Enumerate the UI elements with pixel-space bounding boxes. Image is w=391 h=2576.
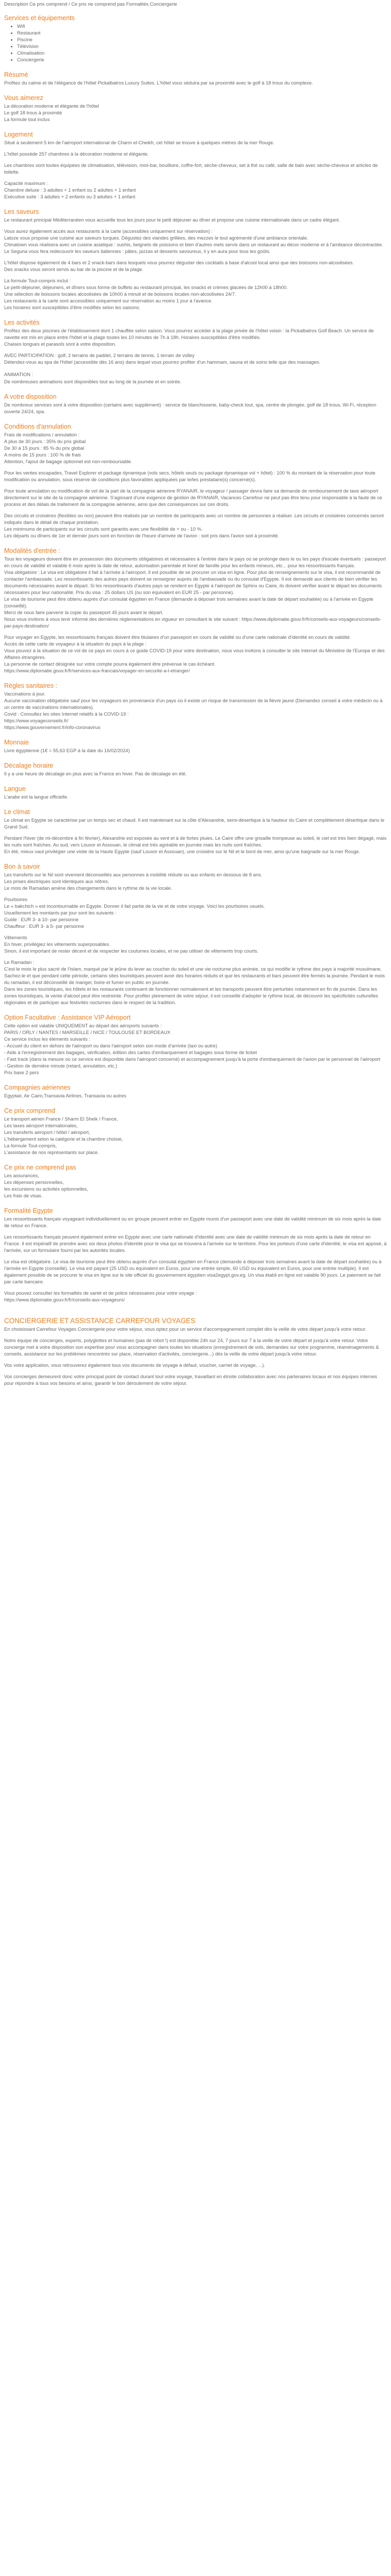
- section-les-saveurs: [4, 208, 387, 311]
- section-les-activites: [4, 318, 387, 366]
- section-heading: Règles sanitaires :: [4, 682, 57, 689]
- section-a-votre-disposition: [4, 393, 387, 415]
- paragraph: Les ressortissants français voyageant individuellement ou en groupe peuvent entrer en Egypte munis d'un passeport avec une date de validité minimum de six mois après la date de retour en France.: [4, 1216, 381, 1228]
- paragraph: Vous pouvez consulter les formalités de santé et de police nécessaires pour votre voyage : https://www.diplomatie.gouv.fr/fr/conseils-aux-voyageurs/: [4, 1291, 197, 1302]
- paragraph: Livre égyptienne (1€ = 55,63 EGP à la date du 16/02/2024): [4, 748, 130, 753]
- amenity-item: • Restaurant: [17, 30, 387, 37]
- paragraph: Le climat en Egypte se caractérise par un temps sec et chaud. Il est maintenant sur la côte d'Alexandrie, semi-désertique à la hauteur du Caire et complètement désertique dans le Grand Sud.: [4, 818, 385, 829]
- section-heading: A votre disposition: [4, 393, 57, 400]
- paragraph: Les chambres sont toutes équipées de climatisation, télévision, mini-bar, bouilloire, coffre-fort, sèche-cheveux, set à thé ou café, salle de bain avec sèche-cheveux et articles de toilette.: [4, 163, 378, 175]
- paragraph: Cette option est valable UNIQUEMENT au départ des aéroports suivants : PARIS / ORLY / NANTES / MARSEILLE / NICE / TOULOUSE ET BORDEAUX Ce service inclus les éléments suivants : - Accueil du client en dehors de l'aéroport ou dans l'aéroport selon son mode d'arrivée (taxi ou autre) - Aide à l'enregistrement des bagages, vérification, édition des cartes d'embarquement et bagages sous forme de ticket - Fast track (dans la mesure où ce service est disponible dans l'aéroport concerné) et accompagnement jusqu'à la porte d'embarquement de l'avion par le personnel de l'aéroport - Gestion de dernière minute (retard, annulation, etc.) Prix base 2 pers: [4, 1023, 381, 1075]
- paragraph: Les transferts sur le Nil sont vivement déconseillés aux personnes à mobilité réduite ou aux enfants en dessous de 8 ans. Les prises électriques sont identiques aux nôtres. Le mois de Ramadan amène des changements dans le rythme de la vie locale.: [4, 872, 263, 891]
- amenity-item: • Télévision: [17, 43, 387, 50]
- section-heading: CONCIERGERIE ET ASSISTANCE CARREFOUR VOYAGES: [4, 1317, 196, 1325]
- paragraph: Pour voyager en Egypte, les ressortissants français doivent être titulaires d'un passeport en cours de validité ou d'une carte nationale d'identité en cours de validité. Accès de cette carte de voyageur à la situation du pays à la plage : Vous pouvez à la situation de ce vol de ce pays en cours à ce guide COVID-19 pour votre destination, nous vous invitons à consulter le site Internet du Ministère de l'Europe et des Affaires étrangères. La personne de contact désignée sur votre compte pourra également être prévenue le cas échéant. https://www.diplomatie.gouv.fr/fr/services-aux-francais/voyager-en-securite-a-l-etranger/: [4, 635, 385, 673]
- amenities-list: [4, 23, 387, 63]
- section-formalite-egypte: [4, 1207, 387, 1303]
- amenity-item: • Climatisation: [17, 50, 387, 57]
- sections-container: [4, 14, 387, 1387]
- section-heading: Logement: [4, 131, 33, 138]
- paragraph: Vêtements En hiver, privilégiez les vêtements superposables. Sinon, il est important de rester décent et de respecter les coutumes locales, et ne pas utiliser de vêtements trop courts.: [4, 935, 258, 954]
- paragraph: La décoration moderne et élégante de l'hôtel Le golf 18 trous à proximité La formule tout inclus: [4, 104, 99, 122]
- paragraph: AVEC PARTICIPATION : golf, 2 terrains de paddel, 2 terrains de tennis, 1 terrain de volley Détendez-vous au spa de l'hôtel (accessible dès 16 ans) dans lequel vous pourrez profiter d'un hammam, sauna et de soins telle que des massages.: [4, 353, 320, 365]
- paragraph: Vos concierges demeurent donc votre principal point de contact durant tout votre voyage, travaillant en étroite collaboration avec nos partenaires locaux et nos équipes internes pour répondre à tous vos besoins et ainsi, garantir le bon déroulement de votre séjour.: [4, 1374, 378, 1386]
- paragraph: Pour les ventes escapades, Travel Explorer et package dynamique (vols secs, hôtels seuls ou package dynamique vol + hôtel) : 100 % du montant de la réservation pour toute modification ou annulation, sous réserve de conditions plus favorables appliquées par le/les prestataire(s) concerné(s).: [4, 470, 376, 482]
- section-heading: Vous aimerez: [4, 94, 43, 101]
- paragraph: La formule Tout-compris inclut : Le petit-déjeuner, déjeuners, et dîners sous forme de buffets au restaurant principal, les snacks et crèmes glacées de 12h00 à 18h00. Une sélection de boissons locales alcoolisées de 10h00 à minuit et de boissons locales non-alcoolisées 24/7. Les restaurants à la carte sont accessibles uniquement sur réservation au moins 1 jour à l'avance. Les horaires sont susceptibles d'être modifiés selon les saisons.: [4, 278, 288, 310]
- paragraph: Pour toute annulation ou modification de vol de la part de la compagnie aérienne RYANAIR, le voyageur / passager devra faire sa demande de remboursement de taxe aéroport directement sur le site de la compagnie aérienne. S'agissant d'une exigence de gestion de RYANAIR, Vacances Carrefour ne peut pas être tenu pour responsable à la faute de ce process et des délais de traitement de la compagnie aérienne, ainsi que des conséquences sur ces droits.: [4, 488, 382, 507]
- section-heading: Compagnies aériennes: [4, 1084, 71, 1091]
- section-vous-aimerez: [4, 94, 387, 123]
- paragraph: Capacité maximum : Chambre deluxe : 3 adultes + 1 enfant ou 2 adultes + 1 enfant Exécutive suite : 3 adultes + 2 enfants ou 3 adultes + 1 enfant: [4, 181, 136, 199]
- section-conciergerie-et-assistance-carrefour-voyages: [4, 1317, 387, 1387]
- section-regles-sanitaires: [4, 682, 387, 731]
- section-heading: Ce prix ne comprend pas: [4, 1164, 76, 1171]
- section-ce-prix-ne-comprend-pas: [4, 1163, 387, 1199]
- paragraph: Les ressortissants français peuvent également entrer en Egypte avec une carte nationale d'identité avec une date de validité minimum de six mois après la date de retour en France. Il est impératif de prendre avec soi deux photos d'identité pour le visa qui se trouvera à l'arrivée sur le territoire. Pour les porteurs d'une carte d'identité, le visa est apposé, à l'arrivée, sur un formulaire fourni par les autorités locales.: [4, 1234, 387, 1253]
- paragraph: De nombreuses animations sont disponibles tout au long de la journée et en soirée.: [4, 379, 182, 384]
- paragraph: Des circuits et croisières (flexibles ou non) peuvent être réalisés par un nombre de participants avec un nombre de personnes à réaliser. Les circuits et croisières concernés seront indiqués dans le détail de chaque prestation. Les minimums de participants sur les circuits sont garantis avec une flexibilité de + ou - 10 %. Les départs ou dîners de 1er et dernier jours sont en fonction de l'heure d'arrivée de l'avion : soit pris dans l'avion soit à proximité.: [4, 513, 384, 538]
- paragraph: Vos votre application, vous retrouverez également tous vos documents de voyage à défaut, voucher, carnet de voyage, ...).: [4, 1363, 265, 1368]
- section-decalage-horaire: [4, 761, 387, 777]
- paragraph: Profitez du calme et de l'élégance de l'hôtel Pickalbatros Luxury Suites. L'hôtel vous séduira par sa proximité avec le golf à 18 trous du complexe.: [4, 80, 313, 86]
- section-animation: [4, 370, 387, 385]
- paragraph: De nombreux services sont à votre disposition (certains avec supplément) : service de blanchisserie, baby-check tout, spa, centre de plongée, golf de 18 trous, Wi-Fi, réception ouverte 24/24, spa.: [4, 402, 377, 414]
- section-option-facultative-assistance-vip-aeroport: [4, 1013, 387, 1076]
- paragraph: Les assurances, Les dépenses personnelles, les excursions ou activités optionnelles, Les frais de visas.: [4, 1173, 88, 1198]
- paragraph: L'hôtel dispose également de 4 bars et 2 snack-bars dans lesquels vous pourrez déguster des cocktails à base d'alcool local ainsi que des boissons non-alcoolisées. Des snacks vous seront servis au bar de la piscine et de la plage.: [4, 260, 354, 272]
- paragraph: Vous aurez également accès aux restaurants à la carte (accessibles uniquement sur réservation) : Latoze vous propose une cuisine aux saveurs turques. Dégustez des viandes grillées, des mezzes le tout agrémenté d'une ambiance orientale. Chinatown vous réalisera avec un cuisine asiatique : sushis, beignets de poissons et bien d'autres mets servis dans un restaurant au décor moderne et à l'ambiance décontractée. Le Seguna vous fera redécouvrir les saveurs italiennes : pâtes, pizzas et desserts savoureux, il y en aura pour tous les goûts.: [4, 229, 383, 254]
- paragraph: Situé à seulement 5 km de l'aéroport international de Charm el-Cheikh, cet hôtel se trouve à quelques mètres de la mer Rouge.: [4, 140, 274, 145]
- section-heading: Conditions d'annulation: [4, 423, 71, 430]
- amenity-item: • Conciergerie: [17, 57, 387, 63]
- section-logement: [4, 130, 387, 200]
- paragraph: Le restaurant principal Méditerranéen vous accueille tous les jours pour le petit déjeuner au dîner et propose une cuisine internationale dans un cadre élégant.: [4, 217, 340, 223]
- section-le-climat: [4, 808, 387, 855]
- paragraph: En choisissant Carrefour Voyages Conciergerie pour votre séjour, vous optez pour un service d'accompagnement complet dès la veille de votre départ jusqu'à votre retour.: [4, 1327, 367, 1332]
- section-modalites-d-entree: [4, 547, 387, 674]
- section-heading: Modalités d'entrée :: [4, 547, 60, 554]
- paragraph: L'arabe est la langue officielle.: [4, 794, 69, 800]
- paragraph: Le Ramadan : C'est le mois le plus sacré de l'Islam, marqué par le jeûne du lever au coucher du soleil et une vie nocturne plus animée, ce qui modifie le rythme des pays à majorité musulmane. Sachez-le et que pendant cette période, certains sites touristiques peuvent avoir des horaires réduits et que les restaurants et bars peuvent être fermés la journée. Pendant le mois du ramadan, il est déconseillé de manger, boire et fumer en public en journée. Dans les zones touristiques, les hôtels et les restaurants continuent de fonctionner normalement et les transports peuvent être perturbés notamment en fin de journée. Dans les zones touristiques, la vente d'alcool peut être restreinte. Pour profiter pleinement de votre séjour, il est conseillé d'adopter le rythme local, de découvrir les spécificités culturelles régionales et de participer aux festivités nocturnes dans le respect de la tradition.: [4, 960, 385, 1005]
- paragraph: Vaccinations à jour. Aucune vaccination obligatoire sauf pour les voyageurs en provenance d'un pays où il existe un risque de transmission de la fièvre jaune (Demandez conseil à votre médecin ou à un centre de vaccinations internationales). Covid : Consultez les sites Internet relatifs à la COVID-19 : https://www.voyageconseils.fr/ https://www.gouvernement.fr/info-coronavirus: [4, 691, 383, 730]
- section-heading: Formalité Egypte: [4, 1207, 53, 1214]
- paragraph: Il y a une heure de décalage en plus avec la France en hiver. Pas de décalage en été.: [4, 771, 187, 776]
- section-resume: [4, 71, 387, 87]
- paragraph: Notre équipe de concierges, experts, polyglottes et humaines (pas de robot !) est disponible 24h sur 24, 7 jours sur 7 à la veille de votre départ et jusqu'à votre retour. Votre concierge met à votre disposition son expertise pour vous accompagner dans toutes les situations (enregistrement de vols, demandes sur votre programme, réaménagements & conseils, assistance sur les problèmes rencontrés sur place, réservation d'activités, conciergerie...) dès la veille de votre départ jusqu'à votre retour.: [4, 1338, 379, 1357]
- section-heading: Les saveurs: [4, 208, 39, 215]
- section-ce-prix-comprend: [4, 1107, 387, 1156]
- section-heading: Option Facultative : Assistance VIP Aéroport: [4, 1014, 131, 1021]
- section-heading: Monnaie: [4, 739, 29, 746]
- section-services-et-equipements: [4, 14, 387, 63]
- paragraph: Frais de modifications / annulation : A plus de 30 jours : 35% du prix global De 30 à 15 jours : 85 % du prix global A moins de 15 jours : 100 % de frais Attention, l'ajout de bagage optionnel est non-remboursable.: [4, 432, 133, 464]
- section-heading: Services et équipements: [4, 14, 75, 22]
- section-heading: Ce prix comprend: [4, 1107, 55, 1114]
- section-heading: ANIMATION :: [4, 372, 34, 377]
- paragraph: Profitez des deux piscines de l'établissement dont 1 chauffée selon saison. Vous pourrez accéder à la plage privée de l'hôtel voisin : la Pickalbatros Golf Beach. Un service de navette est mis en place entre l'hôtel et la plage toutes les 10 minutes de 7h à 18h. Horaires susceptibles d'être modifiés. Chaises longues et parasols sont à votre disposition.: [4, 328, 374, 347]
- amenity-item: • Piscine: [17, 37, 387, 43]
- section-monnaie: [4, 738, 387, 754]
- paragraph: Le transport aérien France / Sharm El Sheik / France, Les taxes aéroport internationales, Les transferts aéroport / hôtel / aéroport, L'hébergement selon la catégorie et la chambre choisie, La formule Tout-compris, L'assistance de nos représentants sur place.: [4, 1116, 123, 1155]
- section-heading: Langue: [4, 785, 26, 792]
- section-heading: Les activités: [4, 319, 40, 326]
- section-heading: Bon à savoir: [4, 863, 40, 870]
- paragraph: Pourboires Le « bakchich » est incontournable en Egypte. Donner il fait partie de la vie et de votre voyage. Voici les pourboires usuels. Usuellement les montants par jour sont les suivants : Guide : EUR 3- à 10- par personne Chauffeur : EUR 3- à 5- par personne: [4, 897, 265, 929]
- section-conditions-d-annulation: [4, 422, 387, 539]
- section-heading: Décalage horaire: [4, 762, 54, 769]
- paragraph: L'hôtel possède 257 chambres à la décoration moderne et élégante.: [4, 151, 149, 157]
- section-heading: Le climat: [4, 808, 30, 816]
- section-heading: Résumé: [4, 71, 28, 78]
- paragraph: Le visa est obligatoire. Le visa de tourisme peut être obtenu auprès d'un consulat égyptien en France (demande à déposer trois semaines avant la date de départ souhaitée) ou à l'arrivée en Egypte (conseillé). Le visa est payant (25 USD ou équivalent en Euros, pour une entrée simple, 60 USD ou équivalent en Euros, pour une entrée multiple). Il est également possible de se procurer le visa en ligne sur le site officiel du gouvernement égyptien visa2egypt.gov.eg. Un visa établi en ligne est valable 90 jours. Le paiement se fait par carte bancaire.: [4, 1259, 382, 1284]
- amenity-item: • Wifi: [17, 23, 387, 30]
- tab-links-line: Description Ce prix comprend / Ce prix ne comprend pas Formalités Conciergerie: [4, 2, 177, 7]
- section-bon-a-savoir: [4, 862, 387, 1006]
- paragraph: Pendant l'hiver (de mi-décembre à fin février), Alexandrie est exposée au vent et à de fortes pluies. Le Caire offre une grisaille trompeuse au soleil, le ciel est très bien dégagé, mais les nuits sont fraîches. Au sud, vers Louxor et Assouan, le climat est très agréable en journée mais les nuits sont fraîches. En été, mieux vaut privilégier une visite de la Haute Egypte (sauf Louxor et Assouan), une croisière sur le Nil et le bord de mer, ainsi qu'une baignade sur la mer Rouge.: [4, 836, 387, 854]
- section-langue: [4, 785, 387, 801]
- paragraph: Egyptair, Air Cairo,Transavia Airlines, Transavia ou autres: [4, 1093, 126, 1098]
- section-compagnies-aeriennes: [4, 1083, 387, 1099]
- paragraph: Tous les voyageurs doivent être en possession des documents obligatoires et nécessaires à l'entrée dans le pays où se prolonge dans le ou les pays d'escale éventuels : passeport en cours de validité et valable 6 mois après la date de retour, autorisation parentale et livret de famille pour les enfants mineurs, etc... pour les ressortissants français. Visa obligatoire : Le visa est obligatoire il fait à l'arrivée à l'aéroport. Il est possible de se procurer un visa en ligne. Pour plus de renseignements sur le visa, il est recommandé de contacter l'ambassade. Les ressortissants des autres pays doivent se renseigner auprès de l'ambassade ou du consulat d'Egypte. Il est demandé aux clients de bien vérifier les documents nécessaires avant le départ. Si les ressortissants d'autres pays se rendent en Egypte à l'aéroport de Sphinx ou Caire, ils doivent vérifier avant le départ les documents nécessaires pour leur nationalité. Prix du visa : 25 dollars US (ou son équivalent en EUR 25 - par personne). Le visa de tourisme peut être obtenu auprès d'un consulat égyptien en France (demande à déposer trois semaines avant la date de départ souhaitée) ou à l'arrivée en Egypte (conseillé). Merci de nous faire parvenir la copie du passeport 45 jours avant le départ. Nous vous invitons à vous tenir informé des dernières réglementations en vigueur en consultant le site suivant : https://www.diplomatie.gouv.fr/fr/conseils-aux-voyageurs/conseils-par-pays-destination/: [4, 556, 386, 629]
